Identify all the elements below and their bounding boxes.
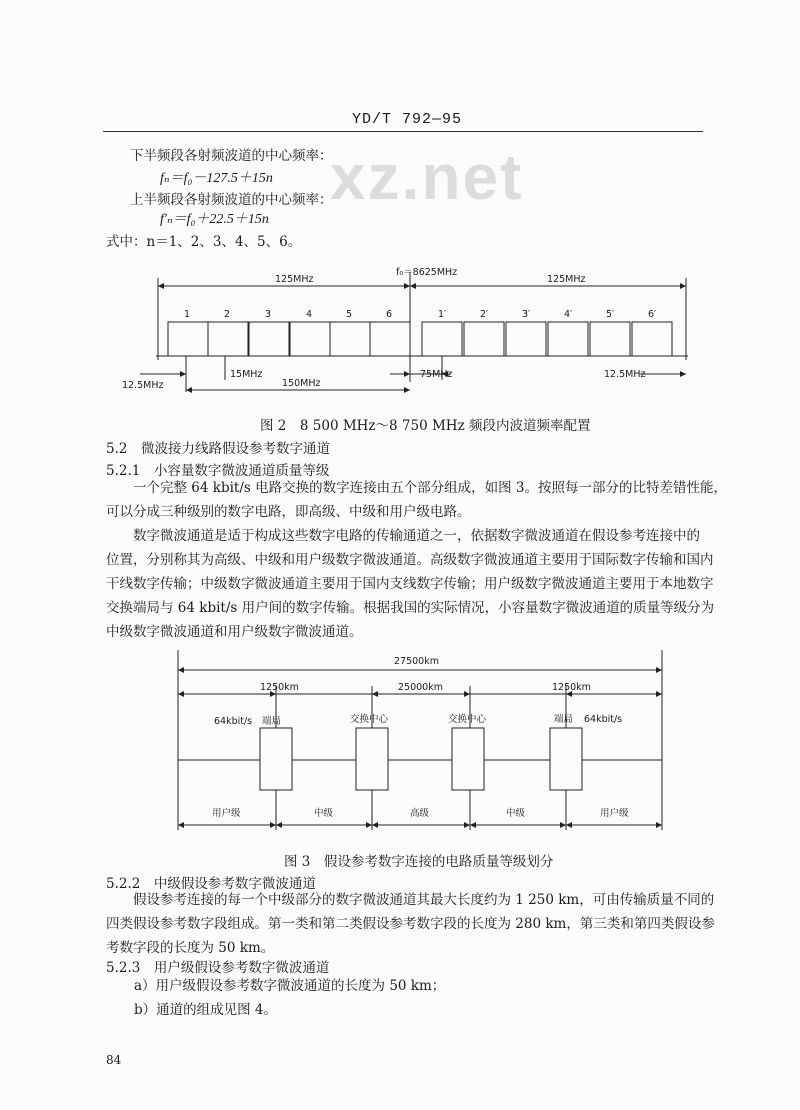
fig3-left-end-office-label: 端局 <box>262 716 282 727</box>
fig3-left-switch-center-label: 交换中心 <box>350 714 389 725</box>
fig3-grade-label: 高级 <box>410 808 430 819</box>
watermark: xz.net <box>330 141 524 213</box>
figure-3-diagram <box>160 650 680 840</box>
fig3-right-switch-center-label: 交换中心 <box>448 714 487 725</box>
fig3-right-rate-label: 64kbit/s <box>584 714 623 725</box>
paragraph-line: 一个完整 64 kbit/s 电路交换的数字连接由五个部分组成，如图 3。按照每一部分的比特差错性能， <box>106 480 727 496</box>
section-5-2-3-title: 5.2.3 用户级假设参考数字微波通道 <box>106 960 330 976</box>
upper-band-formula: f′ₙ＝f₀＋22.5＋15n <box>160 212 269 227</box>
figure-3-caption: 图 3 假设参考数字连接的电路质量等级划分 <box>284 854 554 870</box>
fig2-center-frequency-label: f₀＝8625MHz <box>396 267 458 278</box>
fig2-150mhz-label: 150MHz <box>282 378 321 389</box>
fig3-left-segment-label: 1250km <box>260 682 299 693</box>
page-number: 84 <box>106 1053 122 1067</box>
fig2-channel-label: 4′ <box>564 309 573 320</box>
fig2-right-guard-label: 12.5MHz <box>604 369 646 380</box>
list-item: a）用户级假设参考数字微波通道的长度为 50 km； <box>134 978 446 994</box>
section-5-2-2-title: 5.2.2 中级假设参考数字微波通道 <box>106 876 316 892</box>
fig2-channel-label: 6′ <box>648 309 657 320</box>
fig3-right-end-office-label: 端局 <box>554 714 574 725</box>
fig2-left-guard-label: 12.5MHz <box>122 380 164 391</box>
fig3-total-length-label: 27500km <box>394 656 439 667</box>
fig2-channel-label: 2′ <box>480 309 489 320</box>
document-code: YD/T 792—95 <box>352 111 463 128</box>
fig2-channel-label: 4 <box>306 309 313 320</box>
upper-band-label: 上半频段各射频波道的中心频率： <box>130 192 333 208</box>
section-5-2-1-title: 5.2.1 小容量数字微波通道质量等级 <box>106 463 330 479</box>
paragraph-line: 四类假设参考数字段组成。第一类和第二类假设参考数字段的长度为 280 km，第三类和第四类假设参 <box>106 916 715 932</box>
figure-2-diagram <box>120 262 700 412</box>
paragraph-line: 干线数字传输；中级数字微波通道主要用于国内支线数字传输；用户级数字微波通道主要用于本地数字 <box>106 576 714 592</box>
lower-band-label: 下半频段各射频波道的中心频率： <box>130 148 333 164</box>
header-rule <box>103 131 703 132</box>
paragraph-line: 假设参考连接的每一个中级部分的数字微波通道其最大长度约为 1 250 km，可由传输质量不同的 <box>106 892 715 908</box>
fig3-grade-label: 中级 <box>506 808 526 819</box>
figure-2-caption: 图 2 8 500 MHz～8 750 MHz 频段内波道频率配置 <box>260 418 591 434</box>
fig2-channel-label: 6 <box>386 309 393 320</box>
paragraph-line: 数字微波通道是适于构成这些数字电路的传输通道之一，依据数字微波通道在假设参考连接中的 <box>106 528 700 544</box>
fig2-channel-label: 5′ <box>606 309 615 320</box>
fig3-middle-segment-label: 25000km <box>398 682 443 693</box>
fig3-grade-label: 用户级 <box>212 808 241 819</box>
paragraph-line: 位置，分别称其为高级、中级和用户级数字微波通道。高级数字微波通道主要用于国际数字传输和国内 <box>106 552 714 568</box>
fig3-right-segment-label: 1250km <box>552 682 591 693</box>
fig3-grade-label: 用户级 <box>600 808 629 819</box>
paragraph-line: 可以分成三种级别的数字电路，即高级、中级和用户级电路。 <box>106 504 471 520</box>
list-item: b）通道的组成见图 4。 <box>134 1002 278 1018</box>
fig2-channel-label: 1 <box>184 309 191 320</box>
fig3-left-rate-label: 64kbit/s <box>214 716 253 727</box>
fig2-75mhz-label: 75MHz <box>420 369 453 380</box>
paragraph-line: 交换端局与 64 kbit/s 用户间的数字传输。根据我国的实际情况，小容量数字微波通道的质量等级分为 <box>106 600 715 616</box>
fig2-channel-label: 1′ <box>438 309 447 320</box>
fig3-grade-label: 中级 <box>314 808 334 819</box>
section-5-2-2-body <box>106 888 715 960</box>
section-5-2-3-list <box>134 974 445 1022</box>
fig2-channel-label: 3′ <box>522 309 531 320</box>
fig2-channel-label: 3 <box>265 309 272 320</box>
fig2-channel-label: 5 <box>346 309 353 320</box>
lower-band-formula: fₙ＝f₀－127.5＋15n <box>160 171 273 186</box>
fig2-right-span-label: 125MHz <box>547 274 586 285</box>
fig2-spacing-label: 15MHz <box>230 369 263 380</box>
paragraph-line: 中级数字微波通道和用户级数字微波通道。 <box>106 624 363 640</box>
fig2-channel-label: 2 <box>224 309 231 320</box>
paragraph-line: 考数字段的长度为 50 km。 <box>106 940 275 956</box>
fig2-left-span-label: 125MHz <box>275 274 314 285</box>
section-5-2-title: 5.2 微波接力线路假设参考数字通道 <box>106 441 330 457</box>
section-5-2-1-body <box>106 476 727 644</box>
where-clause: 式中：n＝1、2、3、4、5、6。 <box>106 234 302 250</box>
